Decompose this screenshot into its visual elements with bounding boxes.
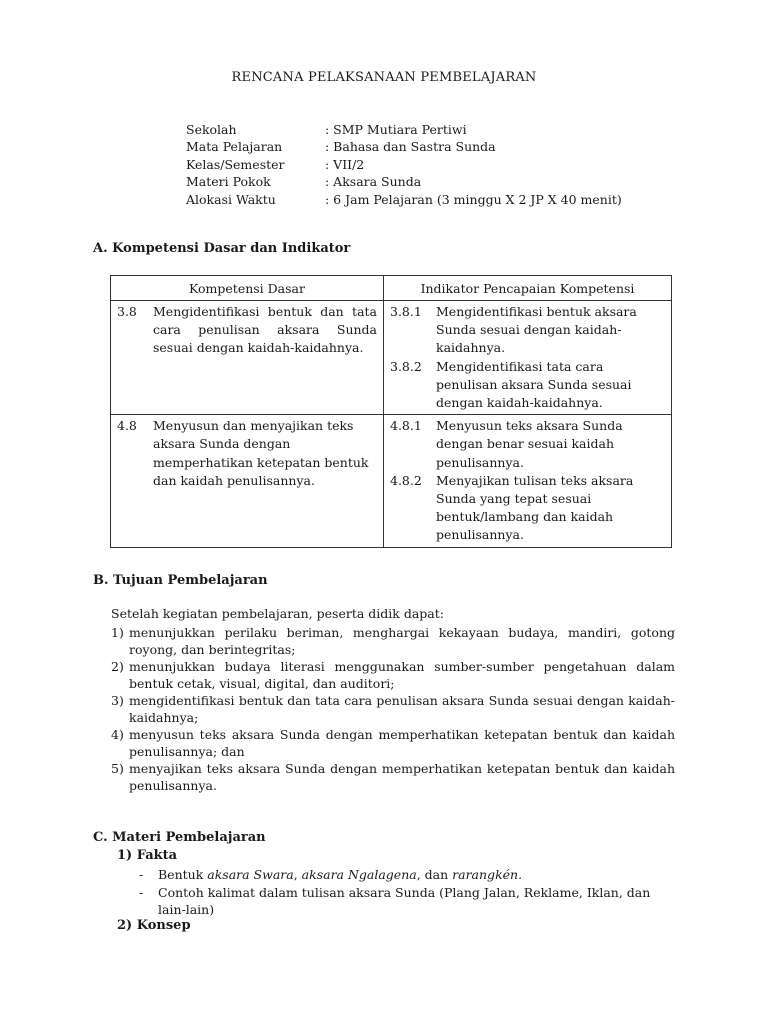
section-c-heading: C. Materi Pembelajaran [93, 830, 266, 845]
indicator-item [390, 417, 665, 472]
info-value: : SMP Mutiara Pertiwi [325, 122, 467, 137]
subheading-konsep: 2) Konsep [117, 918, 191, 933]
indicator-text: Mengidentifikasi tata cara penulisan aksara Sunda sesuai dengan kaidah-kaidahnya. [436, 358, 632, 411]
info-value: : Aksara Sunda [325, 174, 422, 190]
indicator-number: 4.8.1 [390, 418, 422, 434]
goal-number: 1) [111, 625, 124, 640]
indicator-number: 3.8.1 [390, 304, 422, 319]
table-row [111, 415, 672, 547]
goal-number: 5) [111, 761, 124, 776]
kd-number: 3.8 [117, 304, 137, 319]
goal-text: menunjukkan perilaku beriman, menghargai kekayaan budaya, mandiri, gotong royong, dan berintegritas; [129, 625, 675, 657]
info-value: : Bahasa dan Sastra Sunda [325, 139, 496, 155]
list-item [111, 658, 675, 692]
fakta-text-1: Bentuk aksara Swara, aksara Ngalagena, dan rarangkén. [158, 867, 523, 882]
goal-text: mengidentifikasi bentuk dan tata cara penulisan aksara Sunda sesuai dengan kaidah-kaidahnya; [129, 693, 675, 725]
kd-cell [111, 301, 384, 415]
info-value: : VII/2 [325, 156, 365, 172]
info-row-school [186, 121, 622, 138]
indicator-cell [384, 301, 672, 415]
indicator-text: Menyusun teks aksara Sunda dengan benar sesuai kaidah penulisannya. [436, 418, 623, 470]
list-item [111, 726, 675, 760]
indicator-item [390, 472, 665, 545]
section-a-heading: A. Kompetensi Dasar dan Indikator [93, 241, 351, 256]
table-row [111, 301, 672, 415]
indicator-text: Mengidentifikasi bentuk aksara Sunda sesuai dengan kaidah-kaidahnya. [436, 304, 637, 356]
kd-cell [111, 415, 384, 547]
list-item [111, 692, 675, 726]
identity-block [186, 121, 622, 208]
subheading-fakta: 1) Fakta [117, 848, 178, 863]
indicator-item [390, 358, 665, 413]
goals-intro: Setelah kegiatan pembelajaran, peserta didik dapat: [111, 606, 444, 621]
indicator-number: 3.8.2 [390, 358, 422, 374]
indicator-text: Menyajikan tulisan teks aksara Sunda yang tepat sesuai bentuk/lambang dan kaidah penulisannya. [436, 472, 634, 543]
indicator-item [390, 303, 665, 358]
info-label: Sekolah [186, 122, 237, 137]
info-label: Mata Pelajaran [186, 139, 283, 155]
section-b-heading: B. Tujuan Pembelajaran [93, 573, 268, 588]
list-item [139, 884, 669, 919]
info-row-class [186, 156, 622, 173]
dash-bullet: - [139, 884, 144, 900]
kd-text: Mengidentifikasi bentuk dan tata cara penulisan aksara Sunda sesuai dengan kaidah-kaidahnya. [153, 304, 377, 356]
list-item [111, 760, 675, 794]
list-item [139, 866, 669, 884]
kd-number: 4.8 [117, 418, 137, 434]
info-row-time [186, 191, 622, 208]
page-title: RENCANA PELAKSANAAN PEMBELAJARAN [231, 70, 537, 85]
column-header-indicator: Indikator Pencapaian Kompetensi [384, 276, 672, 301]
competency-table [110, 275, 672, 548]
indicator-number: 4.8.2 [390, 472, 422, 488]
fakta-list [139, 866, 669, 919]
info-label: Kelas/Semester [186, 156, 285, 172]
goal-number: 4) [111, 727, 124, 742]
goal-text: menunjukkan budaya literasi menggunakan sumber-sumber pengetahuan dalam bentuk cetak, visual, digital, dan auditori; [129, 659, 675, 691]
table-header-row [111, 276, 672, 301]
goal-text: menyajikan teks aksara Sunda dengan memperhatikan ketepatan bentuk dan kaidah penulisannya. [129, 761, 675, 793]
indicator-cell [384, 415, 672, 547]
goal-text: menyusun teks aksara Sunda dengan memperhatikan ketepatan bentuk dan kaidah penulisannya; dan [129, 727, 675, 759]
column-header-kd: Kompetensi Dasar [111, 276, 384, 301]
list-item [111, 624, 675, 658]
kd-text: Menyusun dan menyajikan teks aksara Sunda dengan memperhatikan ketepatan bentuk dan kaidah penulisannya. [153, 418, 369, 488]
info-label: Alokasi Waktu [186, 191, 276, 207]
info-value: : 6 Jam Pelajaran (3 minggu X 2 JP X 40 menit) [325, 191, 622, 207]
fakta-text-2: Contoh kalimat dalam tulisan aksara Sunda (Plang Jalan, Reklame, Iklan, dan lain-lain) [158, 884, 651, 918]
info-row-subject [186, 138, 622, 155]
goal-number: 3) [111, 693, 124, 708]
goals-list [111, 624, 675, 794]
goal-number: 2) [111, 659, 124, 674]
info-row-topic [186, 173, 622, 190]
dash-bullet: - [139, 867, 144, 882]
info-label: Materi Pokok [186, 174, 271, 190]
